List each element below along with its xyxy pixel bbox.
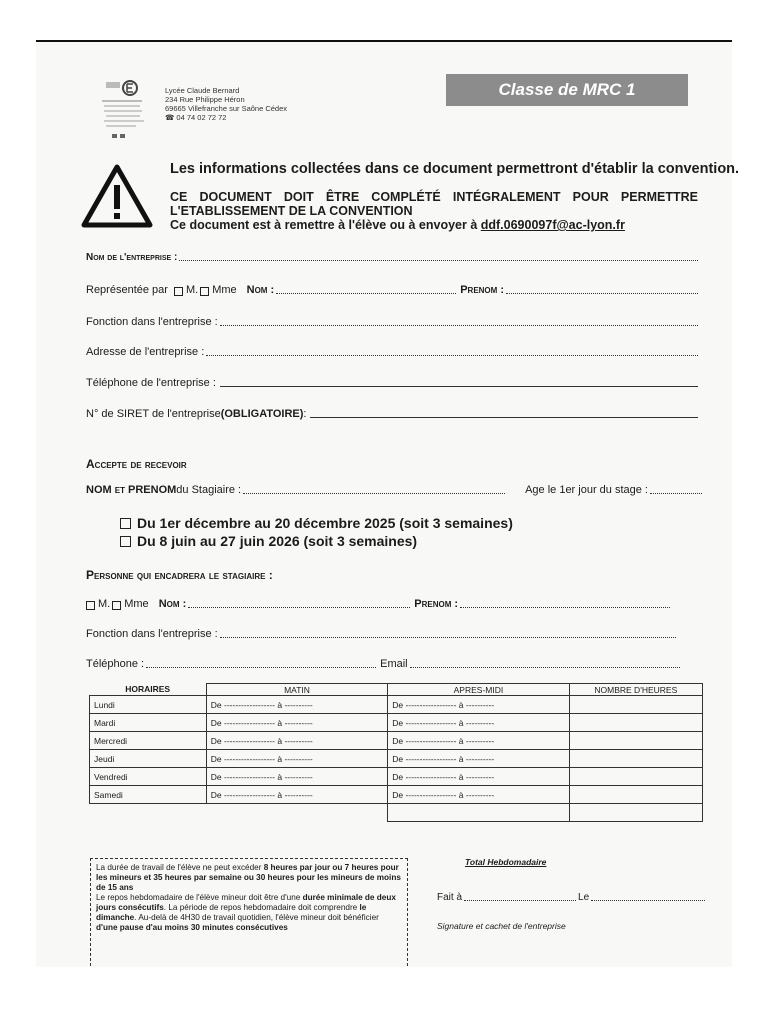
period-2-checkbox[interactable] — [120, 536, 131, 547]
siret-required-label: (OBLIGATOIRE) — [220, 408, 304, 420]
student-nom-label: NOM — [86, 484, 112, 496]
header-nombre-heures: NOMBRE D'HEURES — [569, 684, 702, 696]
total-hours-cell[interactable] — [569, 804, 702, 822]
student-name-field[interactable] — [243, 485, 505, 494]
sup-mr-label: M. — [98, 598, 111, 610]
header-apres-midi: APRES-MIDI — [388, 684, 569, 696]
rep-nom-field[interactable] — [276, 285, 456, 294]
date-field[interactable] — [591, 892, 705, 901]
company-phone-row — [86, 377, 698, 389]
header-matin: MATIN — [206, 684, 387, 696]
morning-slot[interactable]: De ------------------ à ---------- — [206, 732, 387, 750]
table-row — [90, 786, 703, 804]
place-field[interactable] — [464, 892, 576, 901]
rep-mrs-checkbox[interactable] — [200, 287, 209, 296]
school-street: 234 Rue Philippe Héron — [165, 95, 245, 104]
sup-mrs-label: Mme — [124, 598, 149, 610]
sup-prenom-field[interactable] — [460, 599, 670, 608]
supervisor-name-row — [86, 598, 670, 610]
total-weekly-label: Total Hebdomadaire — [465, 857, 547, 867]
hours-cell[interactable] — [569, 768, 702, 786]
period-1-label: Du 1er décembre au 20 décembre 2025 (soit 3 semaines) — [137, 515, 513, 531]
sup-nom-label: Nom : — [158, 598, 187, 610]
afternoon-slot[interactable]: De ------------------ à ---------- — [388, 768, 569, 786]
caps-word: PERMETTRE — [620, 190, 698, 204]
warning-triangle-icon — [80, 163, 154, 229]
day-label: Mardi — [90, 714, 207, 732]
morning-slot[interactable]: De ------------------ à ---------- — [206, 768, 387, 786]
company-name-field[interactable] — [179, 252, 698, 261]
caps-word: CE — [170, 190, 188, 204]
table-row — [90, 750, 703, 768]
schedule-header-row — [90, 684, 703, 696]
le-label: Le — [578, 892, 590, 903]
school-address — [165, 86, 287, 122]
company-function-row — [86, 316, 698, 328]
representative-row — [86, 284, 698, 296]
schedule-table — [89, 683, 703, 822]
siret-colon: : — [303, 408, 307, 420]
header-horaires: HORAIRES — [90, 684, 207, 696]
afternoon-slot[interactable]: De ------------------ à ---------- — [388, 786, 569, 804]
day-label: Jeudi — [90, 750, 207, 768]
hours-cell[interactable] — [569, 696, 702, 714]
company-address-row — [86, 346, 698, 358]
company-function-field[interactable] — [220, 317, 698, 326]
afternoon-slot[interactable]: De ------------------ à ---------- — [388, 732, 569, 750]
supervisor-function-row — [86, 628, 676, 640]
morning-slot[interactable]: De ------------------ à ---------- — [206, 750, 387, 768]
morning-slot[interactable]: De ------------------ à ---------- — [206, 696, 387, 714]
period-option-2[interactable] — [118, 533, 417, 549]
remit-instructions — [170, 218, 625, 232]
sup-email-field[interactable] — [410, 659, 680, 668]
hours-cell[interactable] — [569, 714, 702, 732]
sup-email-label: Email — [380, 658, 408, 670]
table-row — [90, 714, 703, 732]
student-row — [86, 484, 702, 496]
remit-text: Ce document est à remettre à l'élève ou à envoyer à — [170, 218, 481, 232]
hours-cell[interactable] — [569, 750, 702, 768]
period-option-1[interactable] — [118, 515, 513, 531]
school-phone: ☎ 04 74 02 72 72 — [165, 113, 227, 122]
age-label: Age le 1er jour du stage : — [525, 484, 648, 496]
caps-line-2: L'ETABLISSEMENT DE LA CONVENTION — [170, 204, 413, 218]
working-time-note: La durée de travail de l'élève ne peut excéder 8 heures par jour ou 7 heures pour les mineurs et 35 heures par semaine ou 30 heures pour les mineurs de moins de 15 ans Le repos hebdomadaire de l'élève mineur doit être d'une durée minimale de deux jours consécutifs. La période de repos hebdomadaire doit comprendre le dimanche. Au-delà de 4H30 de travail quotidien, l'élève mineur doit bénéficier d'une pause d'au moins 30 minutes consécutives — [90, 858, 408, 966]
student-label-rest: du Stagiaire : — [176, 484, 242, 496]
caps-word: ÊTRE — [325, 190, 360, 204]
table-row — [90, 768, 703, 786]
company-name-label: Nom de l'entreprise : — [86, 252, 178, 263]
hours-cell[interactable] — [569, 732, 702, 750]
warning-headline: Les informations collectées dans ce document permettront d'établir la convention. — [170, 161, 740, 177]
total-row — [90, 804, 703, 822]
afternoon-slot[interactable]: De ------------------ à ---------- — [388, 696, 569, 714]
rep-prenom-field[interactable] — [506, 285, 698, 294]
period-2-label: Du 8 juin au 27 juin 2026 (soit 3 semaines) — [137, 533, 418, 549]
table-row — [90, 696, 703, 714]
rep-prenom-label: Prenom : — [460, 284, 505, 296]
siret-label: N° de SIRET de l'entreprise — [86, 408, 221, 420]
class-badge: Classe de MRC 1 — [446, 74, 688, 106]
siret-row — [86, 408, 698, 420]
student-et-label: et — [111, 484, 129, 496]
school-name: Lycée Claude Bernard — [165, 86, 240, 95]
caps-word: COMPLÉTÉ — [371, 190, 441, 204]
rep-mr-checkbox[interactable] — [174, 287, 183, 296]
sup-prenom-label: Prenom : — [414, 598, 459, 610]
caps-word: INTÉGRALEMENT — [452, 190, 561, 204]
signature-place-date — [437, 892, 705, 903]
day-label: Lundi — [90, 696, 207, 714]
sup-function-label: Fonction dans l'entreprise : — [86, 628, 218, 640]
hours-cell[interactable] — [569, 786, 702, 804]
contact-email-link[interactable]: ddf.0690097f@ac-lyon.fr — [480, 218, 625, 232]
sup-phone-label: Téléphone : — [86, 658, 145, 670]
siret-field[interactable] — [310, 409, 698, 418]
day-label: Mercredi — [90, 732, 207, 750]
fait-label: Fait à — [437, 892, 463, 903]
company-function-label: Fonction dans l'entreprise : — [86, 316, 218, 328]
company-address-label: Adresse de l'entreprise : — [86, 346, 205, 358]
sup-mrs-checkbox[interactable] — [112, 601, 121, 610]
morning-slot[interactable]: De ------------------ à ---------- — [206, 714, 387, 732]
supervisor-heading: Personne qui encadrera le stagiaire : — [86, 568, 273, 582]
caps-word: DOCUMENT — [199, 190, 272, 204]
sup-mr-checkbox[interactable] — [86, 601, 95, 610]
accept-heading: Accepte de recevoir — [86, 457, 187, 471]
sup-function-field[interactable] — [220, 629, 676, 638]
morning-slot[interactable]: De ------------------ à ---------- — [206, 786, 387, 804]
representative-label: Représentée par — [86, 284, 168, 296]
rep-nom-label: Nom : — [246, 284, 275, 296]
table-row — [90, 732, 703, 750]
day-label: Vendredi — [90, 768, 207, 786]
company-name-row — [86, 252, 698, 263]
signature-caption: Signature et cachet de l'entreprise — [437, 921, 566, 931]
company-phone-label: Téléphone de l'entreprise : — [86, 377, 216, 389]
supervisor-contact-row — [86, 658, 680, 670]
academy-logo — [100, 80, 152, 144]
period-1-checkbox[interactable] — [120, 518, 131, 529]
company-address-field[interactable] — [206, 347, 698, 356]
day-label: Samedi — [90, 786, 207, 804]
company-phone-field[interactable] — [220, 378, 698, 387]
total-label-cell — [388, 804, 569, 822]
rep-mrs-label: Mme — [212, 284, 237, 296]
caps-word: POUR — [572, 190, 609, 204]
caps-word: DOIT — [283, 190, 314, 204]
sup-phone-field[interactable] — [146, 659, 376, 668]
afternoon-slot[interactable]: De ------------------ à ---------- — [388, 750, 569, 768]
afternoon-slot[interactable]: De ------------------ à ---------- — [388, 714, 569, 732]
school-city: 69665 Villefranche sur Saône Cédex — [165, 104, 288, 113]
rep-mr-label: M. — [185, 284, 199, 296]
warning-caps — [170, 190, 698, 218]
age-field[interactable] — [650, 485, 702, 494]
student-prenom-label: PRENOM — [128, 484, 177, 496]
sup-nom-field[interactable] — [188, 599, 410, 608]
